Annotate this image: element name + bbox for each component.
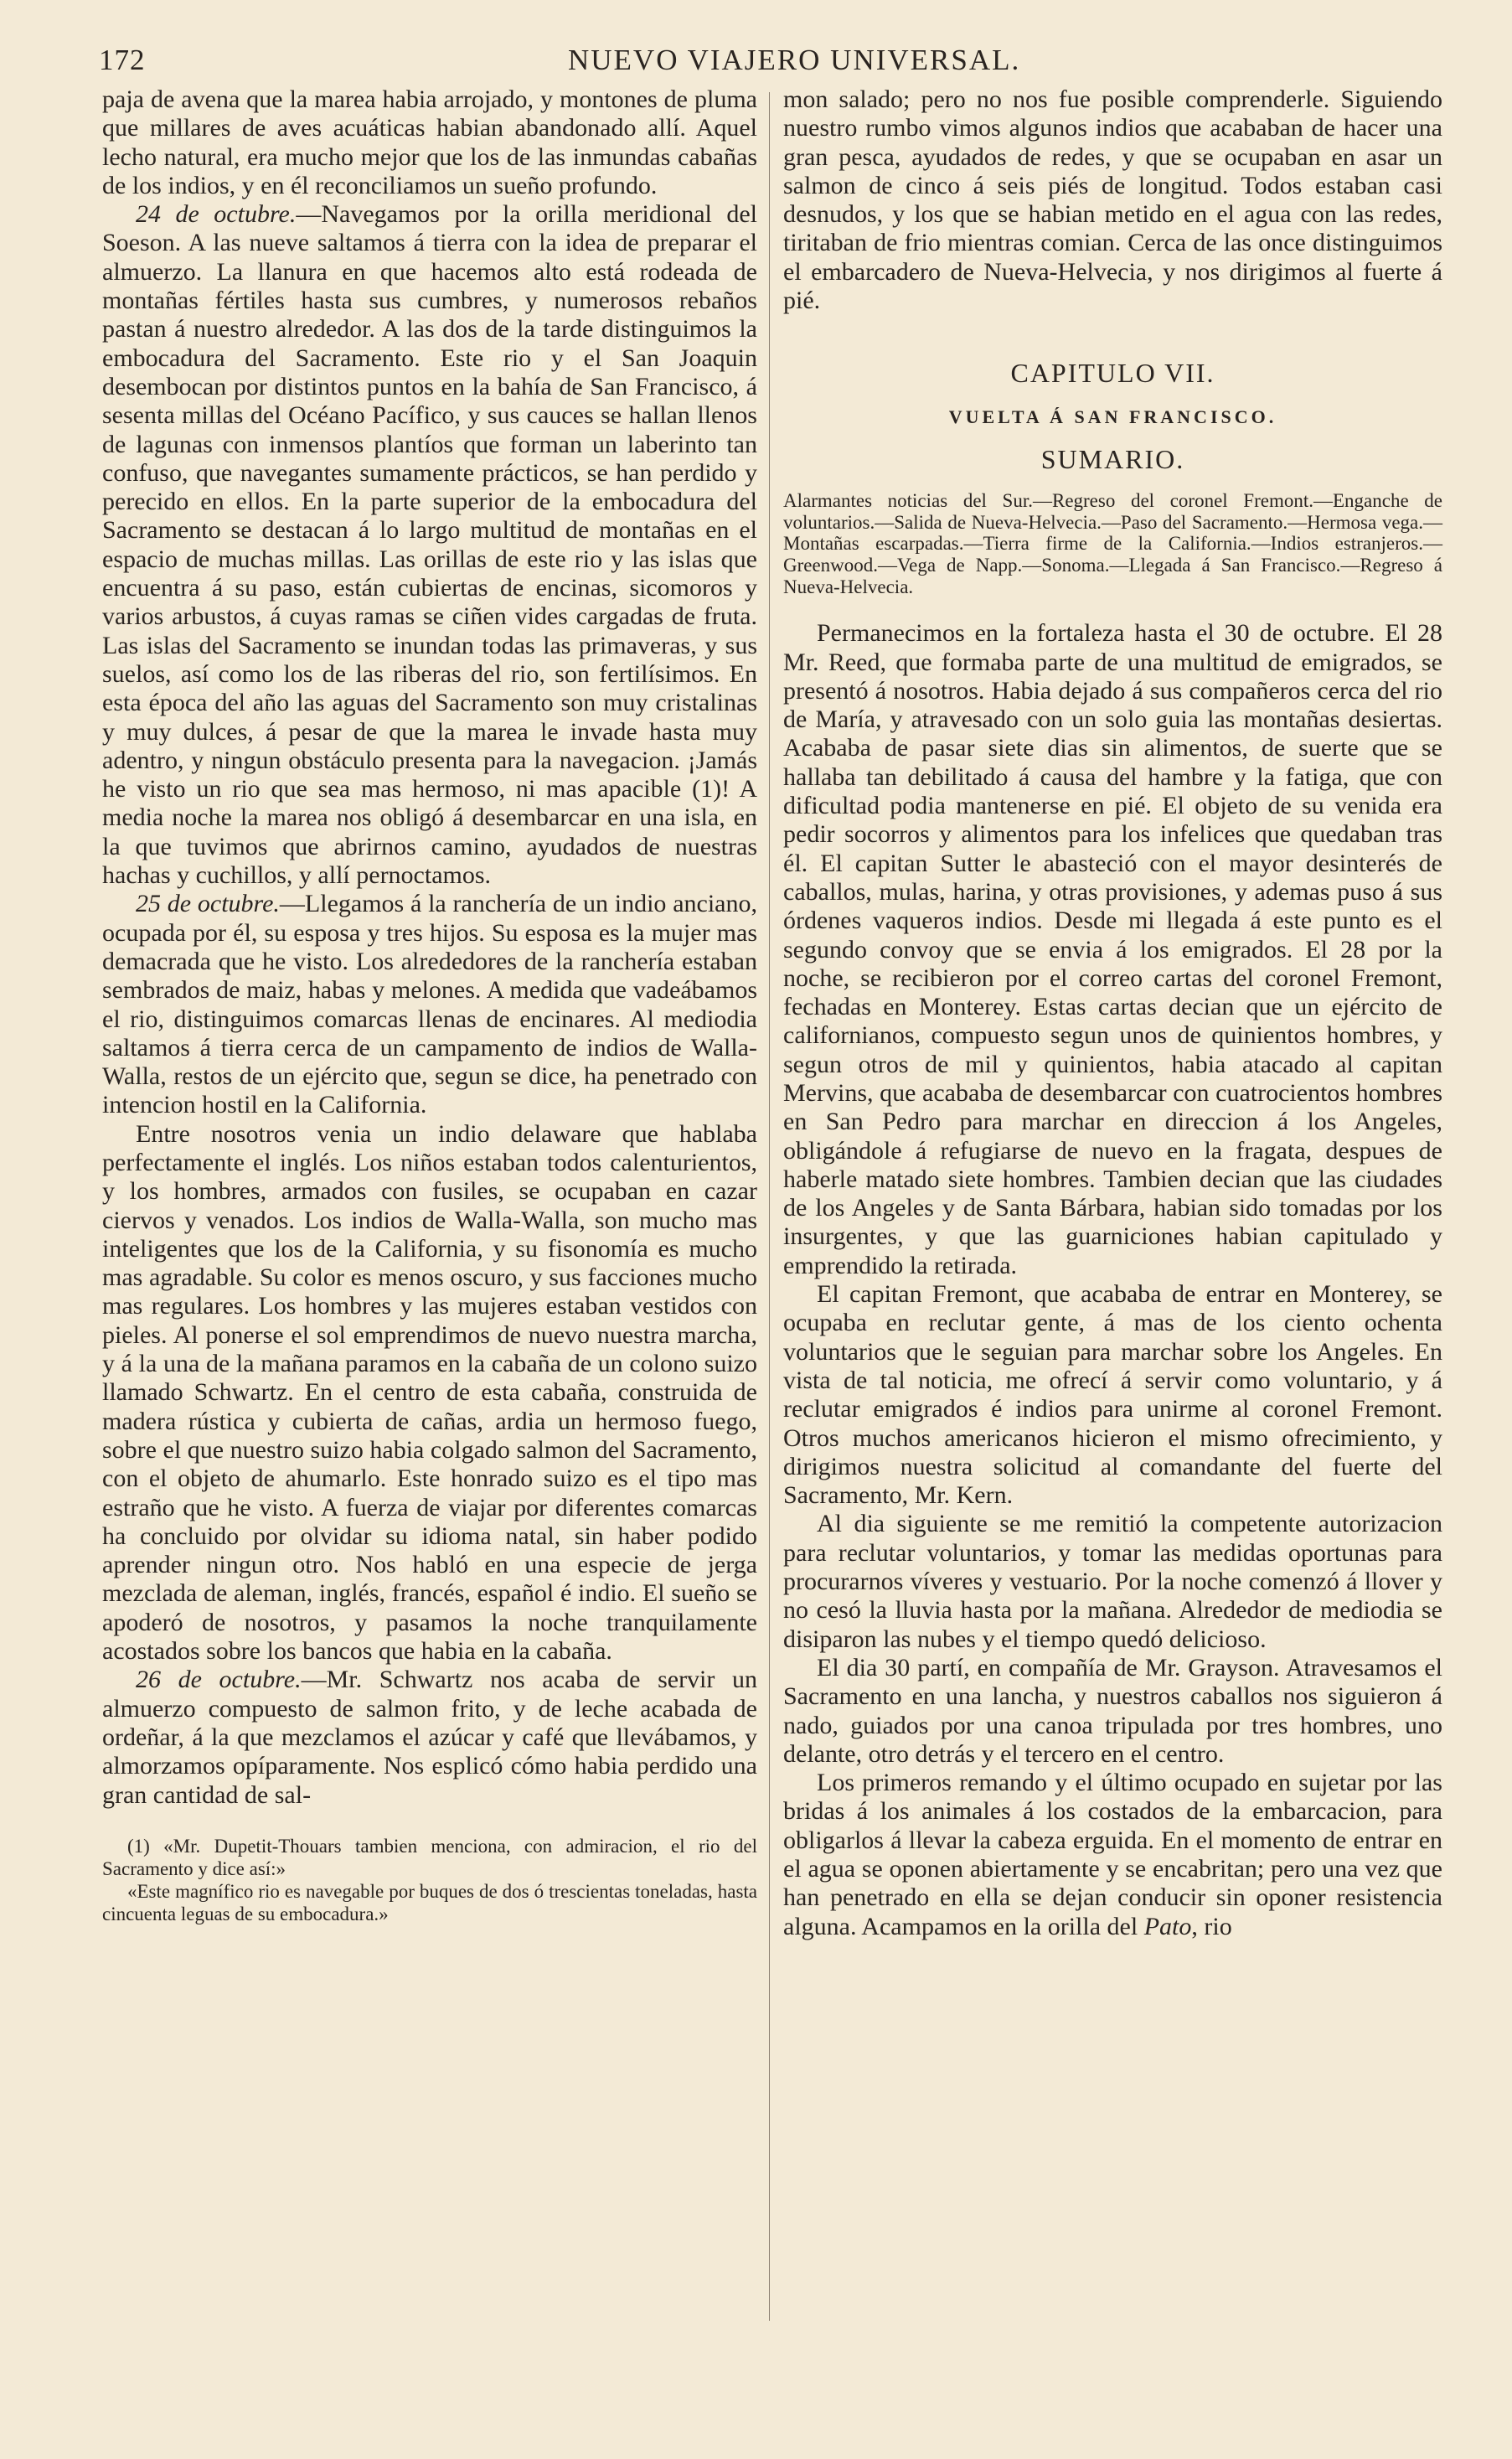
paragraph: El capitan Fremont, que acababa de entrar en Monterey, se ocupaba en reclutar gente, á mas de los ciento ochenta voluntarios que le seguian para marchar sobre los Angeles. En vista de tal noticia, me ofrecí á servir como voluntario, y á reclutar emigrados é indios para unirme al coronel Fremont. Otros muchos americanos hicieron el mismo ofrecimiento, y dirigimos nuestra solicitud al comandante del fuerte del Sacramento, Mr. Kern.	[783, 1280, 1442, 1510]
paragraph: Entre nosotros venia un indio delaware que hablaba perfectamente el inglés. Los niños estaban todos calenturientos, y los hombres, armados con fusiles, se ocupaban en cazar ciervos y venados. Los indios de Walla-Walla, son mucho mas inteligentes que los de la California, y su fisonomía es mucho mas agradable. Su color es menos oscuro, y sus facciones mucho mas regulares. Los hombres y las mujeres estaban vestidos con pieles. Al ponerse el sol emprendimos de nuevo nuestra marcha, y á la una de la mañana paramos en la cabaña de un colono suizo llamado Schwartz. En el centro de esta cabaña, construida de madera rústica y cubierta de cañas, ardia un hermoso fuego, sobre el que nuestro suizo habia colgado salmon del Sacramento, con el objeto de ahumarlo. Este honrado suizo es el tipo mas estraño que he visto. A fuerza de viajar por diferentes comarcas ha concluido por olvidar su idioma natal, sin haber podido aprender ningun otro. Nos habló en una especie de jerga mezclada de aleman, inglés, francés, español é indio. El sueño se apoderó de nosotros, y pasamos la noche tranquilamente acostados sobre los bancos que habia en la cabaña.	[102, 1119, 757, 1666]
place-name: Pato	[1143, 1912, 1192, 1940]
paragraph: Los primeros remando y el último ocupado en sujetar por las bridas á los animales á los costados de la embarcacion, para obligarlos á llevar la cabeza erguida. En el momento de entrar en el agua se oponen abiertamente y se encabritan; pero una vez que han penetrado en ella se dejan conducir sin oponer resistencia alguna. Acampamos en la orilla del Pato, rio	[783, 1769, 1442, 1940]
footnote-line: (1) «Mr. Dupetit-Thouars tambien menciona, con admiracion, el rio del Sacramento y dice así:»	[102, 1835, 757, 1879]
paragraph: mon salado; pero no nos fue posible comprenderle. Siguiendo nuestro rumbo vimos algunos indios que acababan de hacer una gran pesca, ayudados de redes, y que se ocupaban en asar un salmon de cinco á seis piés de longitud. Todos estaban casi desnudos, y los que se habian metido en el agua con las redes, tiritaban de frio mientras comian. Cerca de las once distinguimos el embarcadero de Nueva-Helvecia, y nos dirigimos al fuerte á pié.	[783, 85, 1442, 315]
page-number: 172	[99, 44, 146, 76]
paragraph: 26 de octubre.—Mr. Schwartz nos acaba de servir un almuerzo compuesto de salmon frito, y de leche acabada de ordeñar, á la que mezclamos el azúcar y café que llevábamos, y almorzamos opíparamente. Nos esplicó cómo habia perdido una gran cantidad de sal-	[102, 1666, 757, 1809]
date-heading: 25 de octubre.	[136, 890, 280, 918]
summary-title: SUMARIO.	[1040, 443, 1185, 474]
paragraph: paja de avena que la marea habia arrojado, y montones de pluma que millares de aves acuáticas habian abandonado allí. Aquel lecho natural, era mucho mejor que los de las inmundas cabañas de los indios, y en él reconciliamos un sueño profundo.	[102, 85, 757, 199]
right-column	[783, 85, 1442, 1941]
paragraph: Al dia siguiente se me remitió la competente autorizacion para reclutar voluntarios, y tomar las medidas oportunas para procurarnos víveres y vestuario. Por la noche comenzó á llover y no cesó la lluvia hasta por la mañana. Alrededor de mediodia se disiparon las nubes y el tiempo quedó delicioso.	[783, 1510, 1442, 1653]
footnote	[102, 1835, 757, 1925]
column-rule	[769, 92, 770, 2321]
paragraph: 24 de octubre.—Navegamos por la orilla meridional del Soeson. A las nueve saltamos á tierra con la idea de preparar el almuerzo. La llanura en que hacemos alto está rodeada de montañas fértiles hasta sus cumbres, y numerosos rebaños pastan á nuestro alrededor. A las dos de la tarde distinguimos la embocadura del Sacramento. Este rio y el San Joaquin desembocan por distintos puntos en la bahía de San Francisco, á sesenta millas del Océano Pacífico, y sus cauces se hallan llenos de lagunas con inmensos plantíos que forman un laberinto tan confuso, que navegantes sumamente prácticos, se han perdido y perecido en ellos. En la parte superior de la embocadura del Sacramento se destacan á lo largo multitud de montañas en el espacio de muchas millas. Las orillas de este rio y las islas que encuentra á su paso, están cubiertas de encinas, sicomoros y varios arbustos, á cuyas ramas se ciñen vides cargadas de fruta. Las islas del Sacramento se inundan todas las primaveras, y sus suelos, así como los de las riberas del rio, son fertilísimos. En esta época del año las aguas del Sacramento son muy cristalinas y muy dulces, á pesar de que la marea le invade hasta muy adentro, y ningun obstáculo presenta para la navegacion. ¡Jamás he visto un rio que sea mas hermoso, ni mas apacible (1)! A media noche la marea nos obligó á desembarcar en una isla, en la que tuvimos que abrirnos camino, ayudados de nuestras hachas y cuchillos, y allí pernoctamos.	[102, 200, 758, 890]
chapter-title: CAPITULO VII.	[1010, 358, 1215, 389]
paragraph: Permanecimos en la fortaleza hasta el 30 de octubre. El 28 Mr. Reed, que formaba parte de una multitud de emigrados, se presentó á nosotros. Habia dejado á sus compañeros cerca del rio de María, y atravesado con un solo guia las montañas desiertas. Acababa de pasar siete dias sin alimentos, de suerte que se hallaba tan debilitado á causa del hambre y la fatiga, que con dificultad podia mantenerse en pié. El objeto de su venida era pedir socorros y alimentos para los infelices que quedaban tras él. El capitan Sutter le abasteció con el mayor desinterés de caballos, mulas, harina, y otras provisiones, y ademas puso á sus órdenes vaqueros indios. Desde mi llegada á este punto es el segundo convoy que se envia á los emigrados. El 28 por la noche, se recibieron por el correo cartas del coronel Fremont, fechadas en Monterey. Estas cartas decian que un ejército de californianos, compuesto segun unos de quinientos hombres, y segun otros de mil y quinientos, habia atacado al capitan Mervins, que acababa de desembarcar con cuatrocientos hombres en San Pedro para marchar en direccion á los Angeles, obligándole á refugiarse de nuevo en la fragata, despues de haberle matado siete hombres. Tambien decian que las ciudades de los Angeles y de Santa Bárbara, habian sido tomadas por los insurgentes, y que las guarniciones habian capitulado y emprendido la retirada.	[783, 619, 1442, 1279]
paragraph: El dia 30 partí, en compañía de Mr. Grayson. Atravesamos el Sacramento en una lancha, y nuestros caballos nos siguieron á nado, guiados por una canoa tripulada por tres hombres, uno delante, otro detrás y el tercero en el centro.	[783, 1653, 1442, 1768]
paragraph: 25 de octubre.—Llegamos á la ranchería de un indio anciano, ocupada por él, su esposa y tres hijos. Su esposa es la mujer mas demacrada que he visto. Los alrededores de la ranchería estaban sembrados de maiz, habas y melones. A medida que vadeábamos el rio, distinguimos comarcas llenas de encinares. Al mediodia saltamos á tierra cerca de un campamento de indios de Walla-Walla, restos de un ejército que, segun se dice, ha penetrado con intencion hostil en la California.	[102, 890, 757, 1119]
date-heading: 26 de octubre.	[136, 1666, 302, 1694]
footnote-line: «Este magnífico rio es navegable por buques de dos ó trescientas toneladas, hasta cincuenta leguas de su embocadura.»	[102, 1880, 757, 1924]
chapter-subtitle: VUELTA Á SAN FRANCISCO.	[948, 406, 1277, 427]
date-heading: 24 de octubre.	[136, 200, 297, 229]
summary-text: Alarmantes noticias del Sur.—Regreso del coronel Fremont.—Enganche de voluntarios.—Salida de Nueva-Helvecia.—Paso del Sacramento.—Hermosa vega.—Montañas escarpadas.—Tierra firme de la California.—Indios estranjeros.—Greenwood.—Vega de Napp.—Sonoma.—Llegada á San Francisco.—Regreso á Nueva-Helvecia.	[783, 490, 1442, 597]
left-column	[102, 85, 757, 1925]
page-header	[99, 44, 1441, 85]
running-title: NUEVO VIAJERO UNIVERSAL.	[568, 44, 1021, 76]
